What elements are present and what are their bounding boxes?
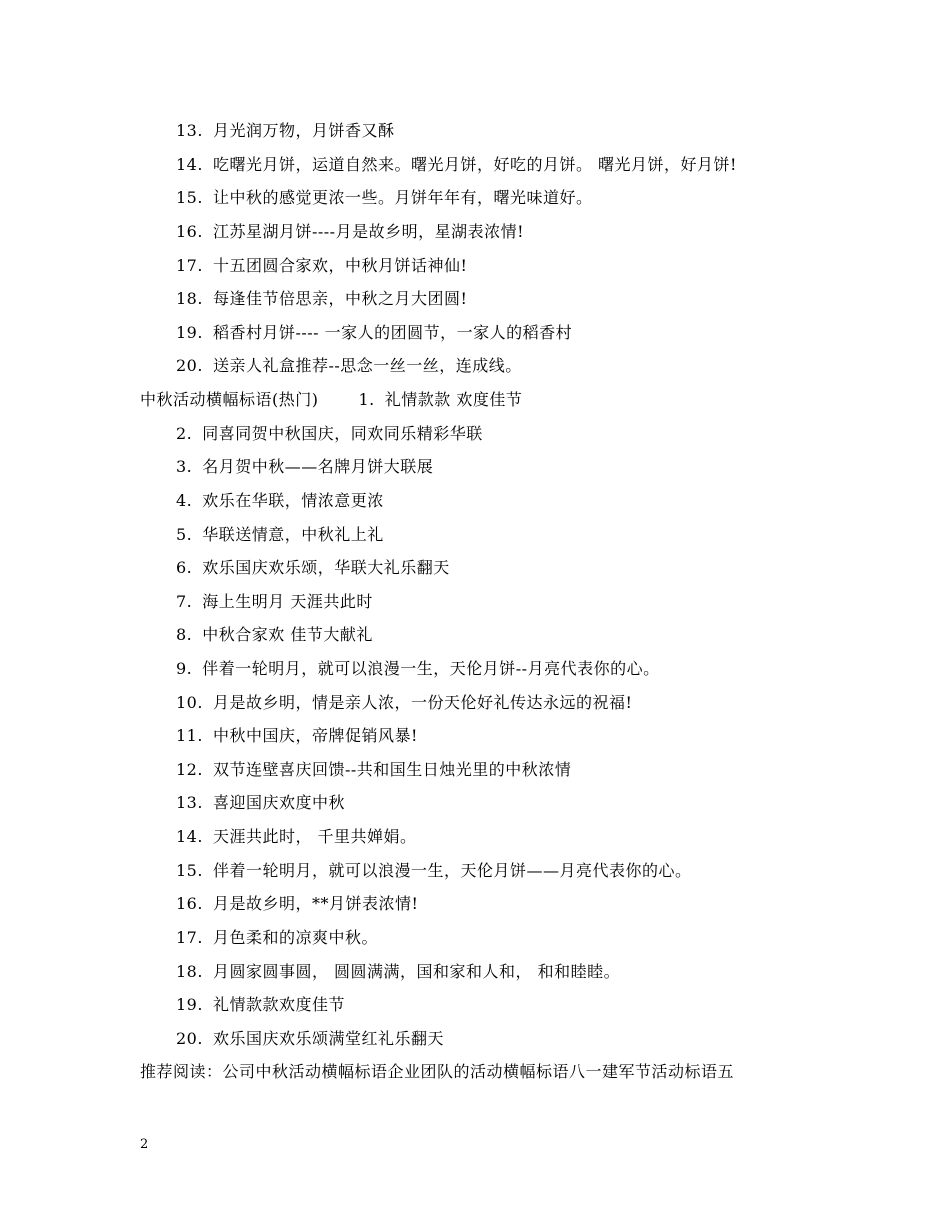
item-text: 海上生明月 天涯共此时	[202, 592, 373, 611]
list-item	[176, 928, 378, 948]
list-item	[176, 625, 373, 645]
list-item	[176, 525, 384, 545]
item-number: 9.	[176, 659, 193, 678]
item-number: 18.	[176, 289, 203, 308]
item-text: 稻香村月饼---- 一家人的团圆节，一家人的稻香村	[212, 323, 573, 342]
item-text: 中秋中国庆，帝牌促销风暴!	[212, 726, 418, 745]
page-number: 2	[140, 1137, 149, 1152]
item-text: 喜迎国庆欢度中秋	[212, 793, 345, 812]
list-item	[176, 861, 691, 881]
item-text: 天涯共此时， 千里共婵娟。	[212, 827, 417, 846]
item-text: 礼情款款欢度佳节	[212, 995, 345, 1014]
item-number: 20.	[176, 356, 203, 375]
item-number: 5.	[176, 525, 193, 544]
list-item	[176, 155, 737, 175]
item-number: 17.	[176, 256, 203, 275]
list-item	[176, 659, 660, 679]
item-number: 14.	[176, 827, 203, 846]
item-number: 6.	[176, 558, 193, 577]
item-number: 10.	[176, 693, 203, 712]
list-item	[176, 726, 418, 746]
item-text: 欢乐在华联，情浓意更浓	[202, 491, 384, 510]
list-item	[176, 894, 418, 914]
item-number: 12.	[176, 760, 203, 779]
item-number: 13.	[176, 121, 203, 140]
item-number: 18.	[176, 962, 203, 981]
item-text: 中秋合家欢 佳节大献礼	[202, 625, 373, 644]
list-item	[176, 491, 384, 511]
list-item	[176, 424, 483, 444]
item-number: 19.	[176, 323, 203, 342]
item-number: 14.	[176, 155, 203, 174]
list-item	[176, 356, 522, 376]
item-number: 8.	[176, 625, 193, 644]
list-item	[176, 457, 433, 477]
item-text: 伴着一轮明月，就可以浪漫一生，天伦月饼——月亮代表你的心。	[212, 861, 692, 880]
item-number: 16.	[176, 894, 203, 913]
item-number: 7.	[176, 592, 193, 611]
item-text: 月是故乡明，**月饼表浓情!	[212, 894, 419, 913]
item-number: 16.	[176, 222, 203, 241]
item-text: 让中秋的感觉更浓一些。月饼年年有，曙光味道好。	[212, 188, 593, 207]
list-item	[176, 188, 592, 208]
item-number: 11.	[176, 726, 203, 745]
section-heading: 中秋活动横幅标语(热门)	[140, 390, 319, 409]
list-item	[176, 256, 467, 276]
section-heading-line	[140, 390, 522, 410]
item-number: 15.	[176, 188, 203, 207]
item-number: 17.	[176, 928, 203, 947]
item-text: 礼情款款 欢度佳节	[384, 390, 523, 409]
item-text: 华联送情意，中秋礼上礼	[202, 525, 384, 544]
list-item	[176, 222, 524, 242]
list-item	[176, 592, 373, 612]
item-number: 15.	[176, 861, 203, 880]
list-item	[176, 793, 345, 813]
item-text: 伴着一轮明月，就可以浪漫一生，天伦月饼--月亮代表你的心。	[202, 659, 660, 678]
list-item	[176, 693, 632, 713]
list-item	[176, 827, 417, 847]
item-number: 2.	[176, 424, 193, 443]
item-text: 月圆家圆事圆， 圆圆满满，国和家和人和， 和和睦睦。	[212, 962, 621, 981]
item-text: 月是故乡明，情是亲人浓，一份天伦好礼传达永远的祝福!	[212, 693, 633, 712]
item-text: 同喜同贺中秋国庆，同欢同乐精彩华联	[202, 424, 483, 443]
list-item	[176, 289, 467, 309]
item-text: 江苏星湖月饼----月是故乡明，星湖表浓情!	[212, 222, 525, 241]
item-text: 月光润万物，月饼香又酥	[212, 121, 395, 140]
item-text: 每逢佳节倍思亲，中秋之月大团圆!	[212, 289, 468, 308]
recommended-reading: 推荐阅读：公司中秋活动横幅标语企业团队的活动横幅标语八一建军节活动标语五	[140, 1062, 735, 1081]
item-number: 13.	[176, 793, 203, 812]
list-item	[176, 1029, 444, 1049]
item-number: 3.	[176, 457, 193, 476]
item-text: 欢乐国庆欢乐颂，华联大礼乐翻天	[202, 558, 450, 577]
item-text: 吃曙光月饼，运道自然来。曙光月饼，好吃的月饼。 曙光月饼，好月饼!	[212, 155, 737, 174]
list-item	[176, 323, 572, 343]
list-item	[176, 760, 571, 780]
item-text: 十五团圆合家欢，中秋月饼话神仙!	[212, 256, 468, 275]
item-number: 20.	[176, 1029, 203, 1048]
item-number: 4.	[176, 491, 193, 510]
item-number: 1.	[358, 390, 375, 409]
item-text: 送亲人礼盒推荐--思念一丝一丝，连成线。	[212, 356, 522, 375]
item-text: 双节连壁喜庆回馈--共和国生日烛光里的中秋浓情	[212, 760, 572, 779]
item-text: 欢乐国庆欢乐颂满堂红礼乐翻天	[212, 1029, 444, 1048]
item-number: 19.	[176, 995, 203, 1014]
list-item	[176, 121, 394, 141]
list-item	[176, 995, 345, 1015]
item-text: 月色柔和的凉爽中秋。	[212, 928, 378, 947]
list-item	[176, 558, 450, 578]
list-item	[176, 962, 620, 982]
item-text: 名月贺中秋——名牌月饼大联展	[202, 457, 434, 476]
